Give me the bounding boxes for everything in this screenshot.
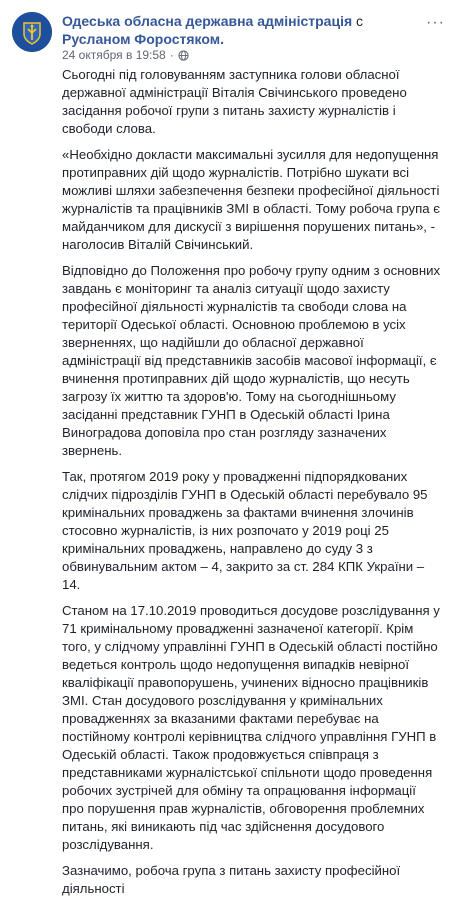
with-text: с bbox=[352, 13, 364, 29]
post-body bbox=[62, 66, 441, 906]
meta-separator: · bbox=[169, 48, 174, 62]
post-paragraph: Зазначимо, робоча група з питань захисту професійної діяльності bbox=[62, 863, 401, 896]
post-header bbox=[0, 0, 459, 66]
oblast-coat-of-arms-icon bbox=[12, 12, 52, 52]
post-paragraph: Відповідно до Положення про робочу групу одним з основних завдань є моніторинг та аналіз ситуації щодо захисту професійної діяльності журналістів та свободи слова на території Одеської області. Основною проблемою в усіх зверненнях, що надійшли до обласної державної адміністрації від представників засобів масової інформації, є вчинення протиправних дій щодо журналістів, що несуть загрозу їх життю та здоров'ю. Тому на сьогоднішньому засіданні представник ГУНП в Одеській області Ірина Виноградова доповіла про стан розгляду зазначених звернень. bbox=[62, 263, 441, 458]
page-avatar[interactable] bbox=[12, 12, 52, 52]
post-paragraph: Сьогодні під головуванням заступника голови обласної державної адміністрації Віталія Свічинського проведено засідання робочої групи з питань захисту журналістів і свободи слова. bbox=[62, 67, 407, 136]
post-paragraph: «Необхідно докласти максимальні зусилля для недопущення протиправних дій щодо журналістів. Потрібно шукати всі можливі шляхи забезпечення безпеки професійної діяльності журналістів та працівників ЗМІ в області. Тому робоча група є майданчиком для дискусії з вирішення порушених питань», - наголосив Віталій Свічинський. bbox=[62, 147, 441, 252]
post-meta bbox=[62, 48, 189, 62]
tagged-person-link[interactable]: Русланом Форостяком. bbox=[62, 31, 224, 47]
author-link[interactable]: Одеська обласна державна адміністрація bbox=[62, 13, 353, 29]
more-options-icon[interactable]: ··· bbox=[426, 14, 445, 31]
post-paragraph: Станом на 17.10.2019 проводиться досудове розслідування у 71 кримінальному провадженні зазначеної категорії. Крім того, у слідчому управлінні ГУНП в Одеській області постійно ведеться контроль щодо недопущення випадків невірної кваліфікації правопорушень, учинених відносно працівників ЗМІ. Стан досудового розслідування у кримінальних провадженнях за вказаними фактами перебуває на постійному контролі керівництва слідчого управління ГУНП в Одеській області. Також продовжується співпраця з представниками журналістської спільноти щодо проведення робочих зустрічей для обміну та опрацювання інформації про порушення прав журналістів, обговорення проблемних питань, які виникають під час здійснення досудового розслідування. bbox=[62, 603, 440, 852]
post-timestamp[interactable]: 24 октября в 19:58 bbox=[62, 48, 166, 62]
post-author-line bbox=[62, 12, 402, 48]
globe-icon[interactable] bbox=[178, 50, 189, 61]
post-paragraph: Так, протягом 2019 року у провадженні підпорядкованих слідчих підрозділів ГУНП в Одеській області перебувало 95 кримінальних проваджень за фактами вчинення злочинів стосовно журналістів, із них розпочато у 2019 році 25 кримінальних проваджень, направлено до суду 3 з обвинувальним актом – 4, закрито за ст. 284 КПК України – 14. bbox=[62, 469, 428, 592]
